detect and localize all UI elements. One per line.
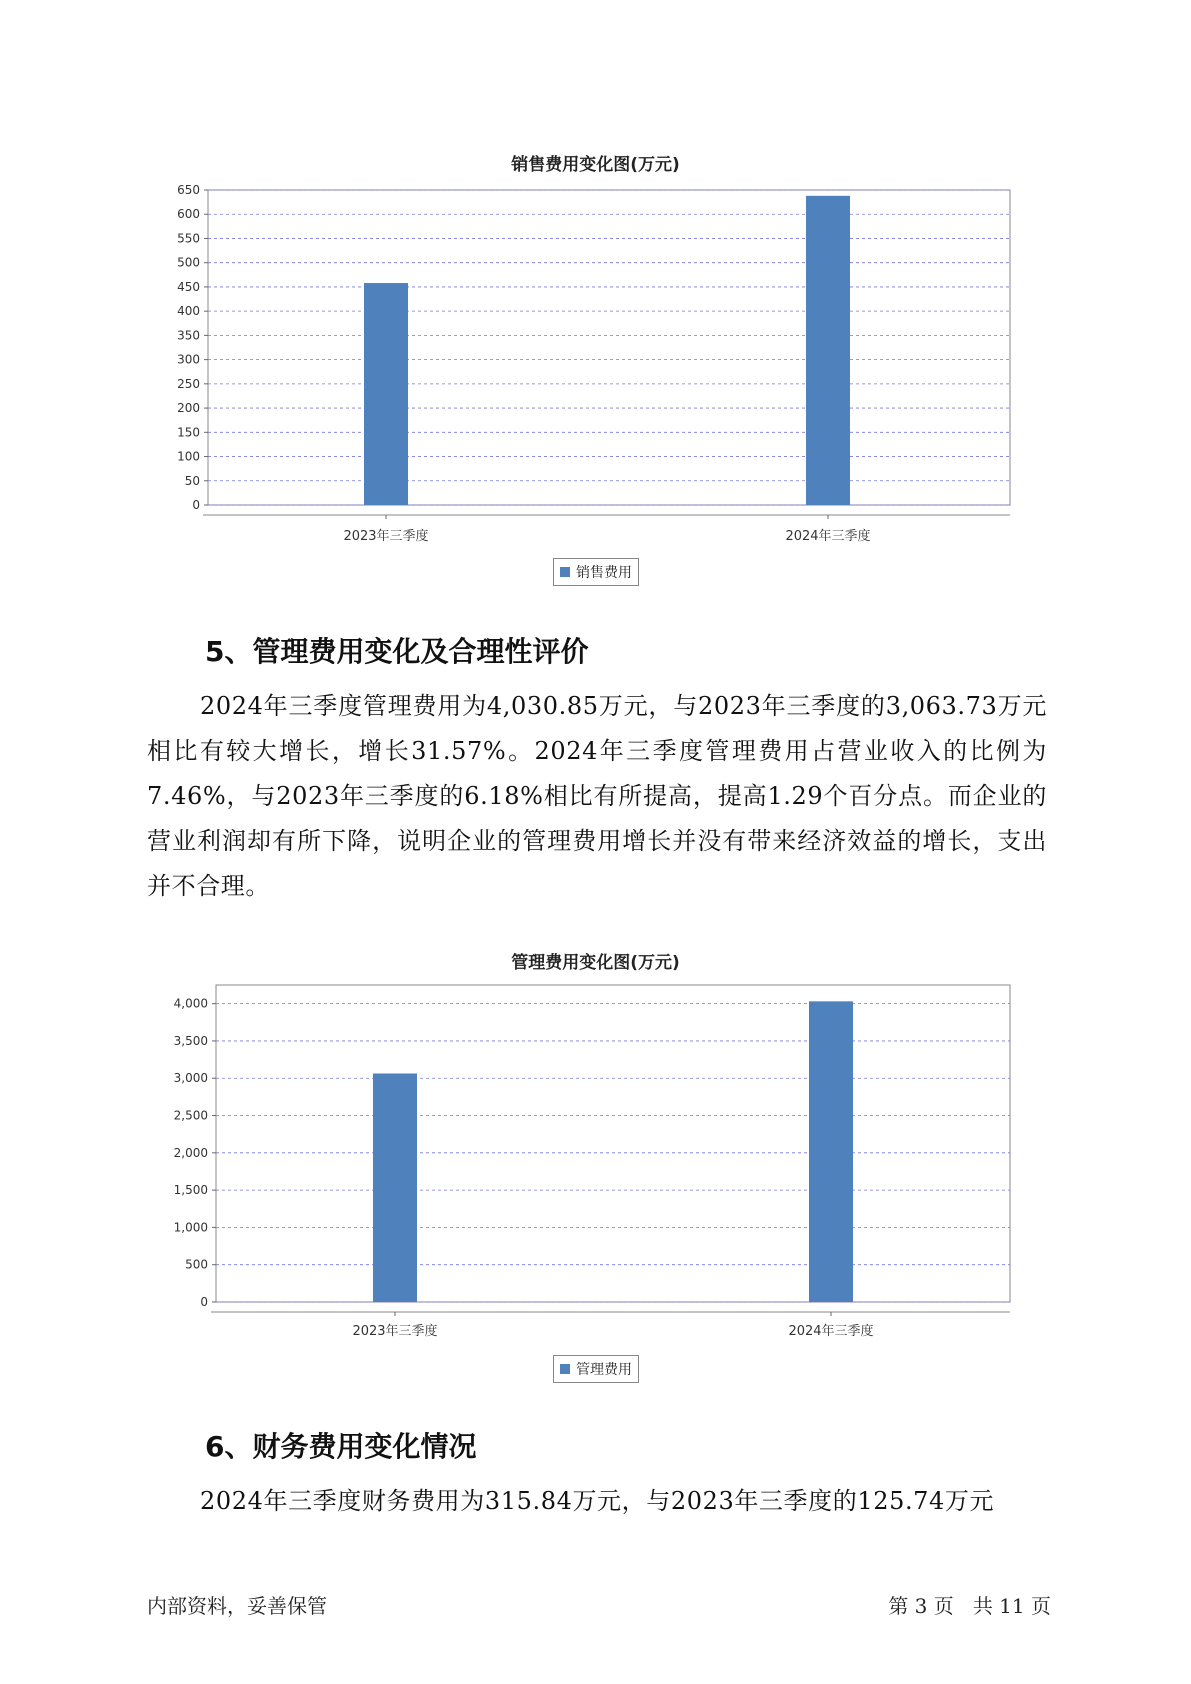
y-tick-label: 500 <box>185 1257 208 1272</box>
y-tick-label: 100 <box>177 449 200 464</box>
footer-left: 内部资料，妥善保管 <box>147 1594 327 1618</box>
y-tick-label: 400 <box>177 304 200 319</box>
y-tick-label: 550 <box>177 231 200 246</box>
y-tick-label: 500 <box>177 255 200 270</box>
y-tick-label: 4,000 <box>173 996 208 1011</box>
plot-area <box>216 985 1010 1302</box>
y-tick-label: 650 <box>177 183 200 197</box>
y-tick-label: 3,500 <box>173 1033 208 1048</box>
x-tick-label: 2024年三季度 <box>788 1324 874 1339</box>
y-tick-label: 0 <box>192 498 200 512</box>
y-tick-label: 2,000 <box>173 1145 208 1160</box>
y-tick-label: 0 <box>200 1295 208 1309</box>
legend-label: 销售费用 <box>576 565 632 581</box>
y-tick-label: 3,000 <box>173 1071 208 1086</box>
y-tick-label: 600 <box>177 207 200 222</box>
footer-page-number: 第 3 页 共 11 页 <box>888 1594 1051 1618</box>
y-tick-label: 250 <box>177 376 200 391</box>
y-tick-label: 1,000 <box>173 1220 208 1235</box>
section-6-paragraph: 2024年三季度财务费用为315.84万元，与2023年三季度的125.74万元 <box>200 1487 995 1515</box>
x-tick-label: 2024年三季度 <box>785 529 871 544</box>
bar-2023年三季度 <box>373 1073 417 1302</box>
y-tick-label: 1,500 <box>173 1183 208 1198</box>
section-6-heading: 6、财务费用变化情况 <box>205 1430 477 1463</box>
legend-swatch <box>560 1364 570 1374</box>
y-tick-label: 2,500 <box>173 1108 208 1123</box>
y-tick-label: 50 <box>184 473 200 488</box>
y-tick-label: 350 <box>177 328 200 343</box>
chart-title: 销售费用变化图(万元) <box>511 155 680 175</box>
y-tick-label: 150 <box>177 425 200 440</box>
x-tick-label: 2023年三季度 <box>352 1324 438 1339</box>
x-tick-label: 2023年三季度 <box>343 529 429 544</box>
legend-label: 管理费用 <box>576 1362 632 1378</box>
y-tick-label: 300 <box>177 352 200 367</box>
y-tick-label: 450 <box>177 279 200 294</box>
bar-2024年三季度 <box>809 1001 853 1302</box>
chart-legend <box>553 1355 639 1383</box>
chart-title: 管理费用变化图(万元) <box>511 953 680 973</box>
y-tick-label: 200 <box>177 401 200 416</box>
section-5-heading: 5、管理费用变化及合理性评价 <box>205 635 589 668</box>
section-5-paragraph: 2024年三季度管理费用为4,030.85万元，与2023年三季度的3,063.73万元相比有较大增长，增长31.57%。2024年三季度管理费用占营业收入的比例为7.46%，与2023年三季度的6.18%相比有所提高，提高1.29个百分点。而企业的营业利润却有所下降，说明企业的管理费用增长并没有带来经济效益的增长，支出并不合理。 <box>147 692 1047 900</box>
